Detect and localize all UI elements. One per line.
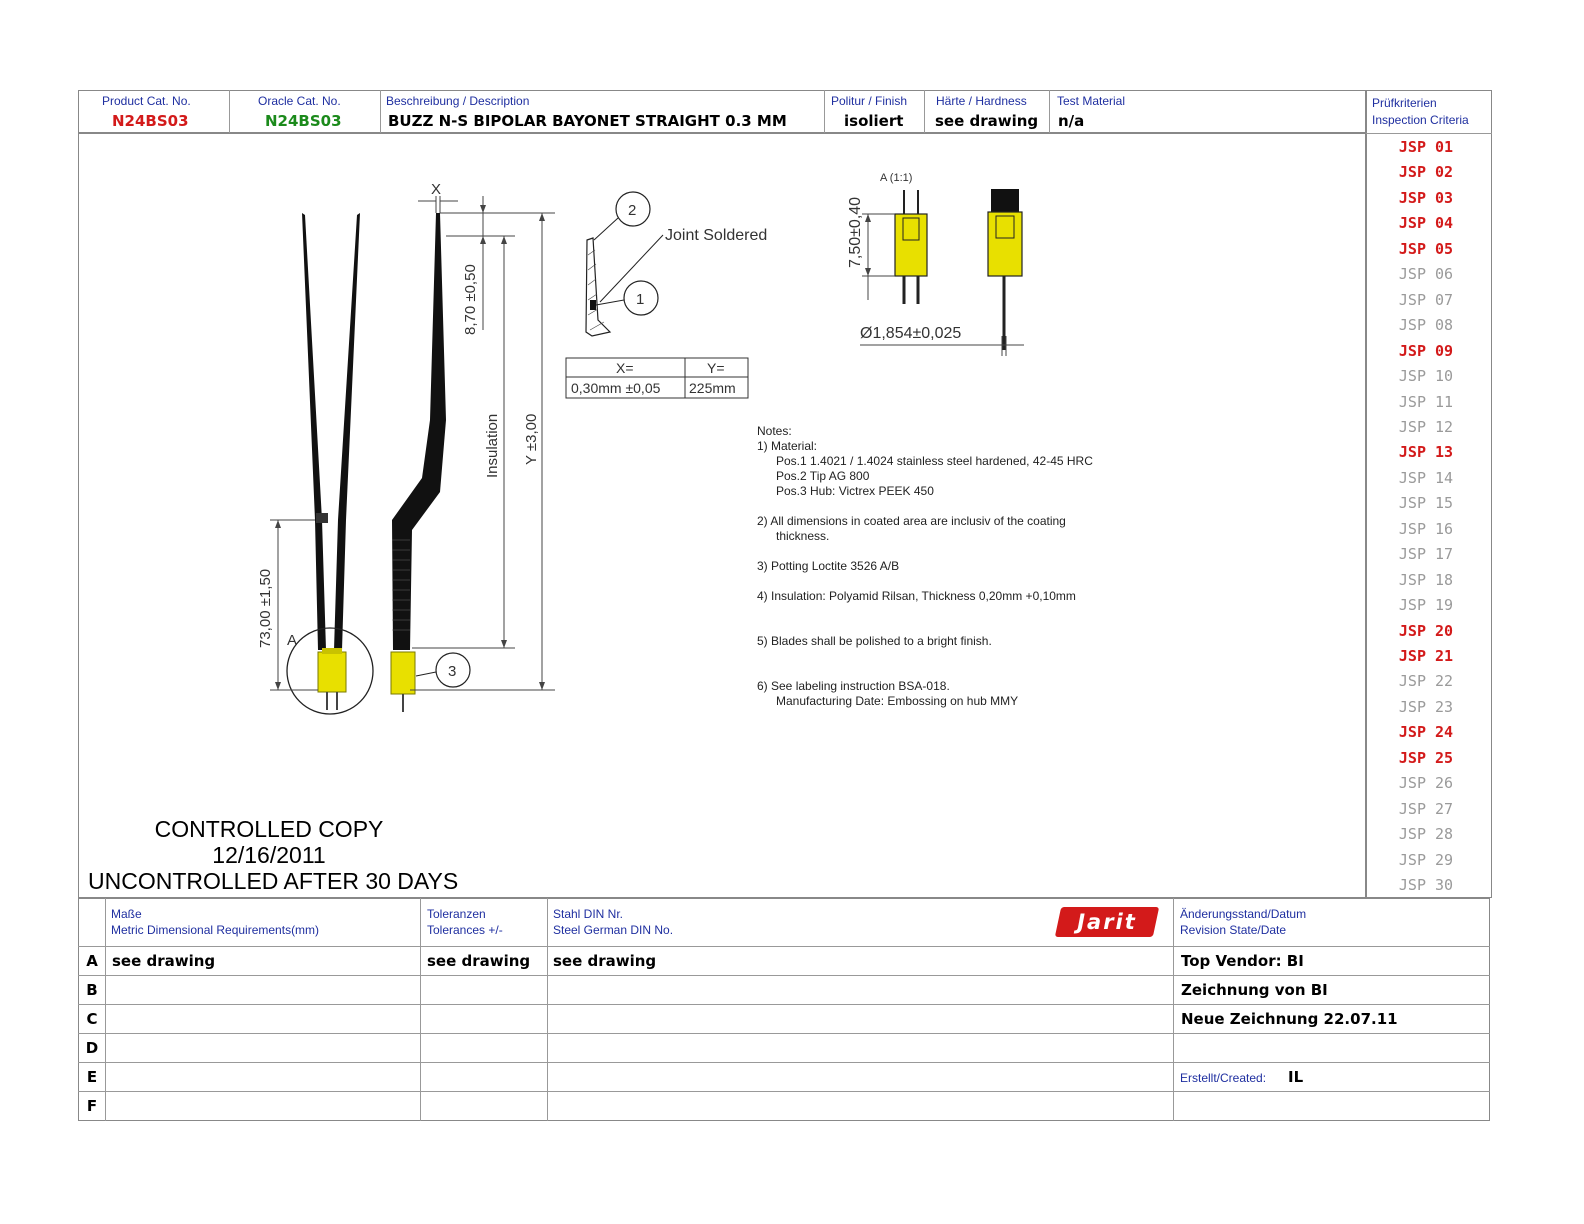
inspection-criterion: JSP 23 bbox=[1398, 697, 1454, 716]
jarit-logo-text: Jarit bbox=[1077, 910, 1137, 934]
description-value: BUZZ N-S BIPOLAR BAYONET STRAIGHT 0.3 MM bbox=[388, 112, 787, 130]
test-material-label: Test Material bbox=[1057, 94, 1126, 108]
hardness-label: Härte / Hardness bbox=[936, 94, 1027, 108]
revision-label-en: Revision State/Date bbox=[1180, 923, 1287, 937]
criteria-label-de: Prüfkriterien bbox=[1372, 96, 1437, 110]
inspection-criterion: JSP 14 bbox=[1398, 468, 1454, 487]
row-rev-value: Top Vendor: BI bbox=[1181, 952, 1304, 970]
row-divider bbox=[78, 975, 1490, 976]
note-line: Pos.1 1.4021 / 1.4024 stainless steel hardened, 42-45 HRC bbox=[776, 454, 1093, 468]
xy-table-x-val: 0,30mm ±0,05 bbox=[571, 380, 661, 396]
callout-3-label: 3 bbox=[448, 663, 457, 680]
note-line: thickness. bbox=[776, 529, 830, 543]
oracle-cat-label: Oracle Cat. No. bbox=[258, 94, 341, 108]
note-line: 5) Blades shall be polished to a bright finish. bbox=[757, 634, 992, 648]
inspection-criterion: JSP 12 bbox=[1398, 417, 1454, 436]
inspection-criterion: JSP 09 bbox=[1398, 341, 1454, 360]
note-line: Pos.3 Hub: Victrex PEEK 450 bbox=[776, 484, 934, 498]
revision-label-de: Änderungsstand/Datum bbox=[1180, 907, 1307, 921]
row-letter: D bbox=[85, 1039, 99, 1057]
tip-detail bbox=[586, 192, 663, 336]
note-line: 4) Insulation: Polyamid Rilsan, Thickness 0,20mm +0,10mm bbox=[757, 589, 1076, 603]
detail-a-label: A bbox=[287, 632, 298, 649]
dim-870: 8,70 ±0,50 bbox=[462, 264, 479, 335]
finish-value: isoliert bbox=[844, 112, 904, 130]
inspection-criterion: JSP 20 bbox=[1398, 621, 1454, 640]
row-tol-value: see drawing bbox=[427, 952, 531, 970]
row-divider bbox=[78, 1004, 1490, 1005]
row-letter: F bbox=[86, 1097, 98, 1115]
inspection-criterion: JSP 21 bbox=[1398, 647, 1454, 665]
row-rev-value: Neue Zeichnung 22.07.11 bbox=[1181, 1010, 1398, 1028]
test-material-value: n/a bbox=[1058, 112, 1085, 130]
inspection-criterion: JSP 26 bbox=[1398, 774, 1454, 793]
inspection-criterion: JSP 11 bbox=[1398, 392, 1454, 411]
row-divider bbox=[78, 1062, 1490, 1063]
criteria-label-en: Inspection Criteria bbox=[1372, 113, 1469, 127]
inspection-criterion: JSP 08 bbox=[1398, 316, 1454, 335]
inspection-criterion: JSP 03 bbox=[1398, 188, 1454, 207]
inspection-criterion: JSP 17 bbox=[1398, 545, 1454, 564]
inspection-criterion: JSP 29 bbox=[1398, 850, 1454, 869]
inspection-criterion: JSP 04 bbox=[1398, 214, 1454, 233]
inspection-criterion: JSP 07 bbox=[1398, 290, 1454, 309]
callout-1-label: 1 bbox=[636, 291, 645, 308]
dim-1854: Ø1,854±0,025 bbox=[860, 325, 962, 342]
xy-table-y-val: 225mm bbox=[689, 380, 736, 396]
row-letter: C bbox=[86, 1010, 98, 1028]
col-divider bbox=[547, 898, 548, 1121]
inspection-criterion: JSP 28 bbox=[1398, 825, 1454, 844]
steel-label-de: Stahl DIN Nr. bbox=[553, 907, 624, 921]
inspection-criterion: JSP 27 bbox=[1398, 799, 1454, 818]
controlled-copy-line1: CONTROLLED COPY bbox=[154, 816, 384, 842]
hardness-value: see drawing bbox=[935, 112, 1039, 130]
note-line: 6) See labeling instruction BSA-018. bbox=[757, 679, 950, 693]
row-divider bbox=[78, 1091, 1490, 1092]
created-value: IL bbox=[1288, 1068, 1304, 1086]
inspection-criterion: JSP 25 bbox=[1398, 748, 1454, 767]
note-line: Pos.2 Tip AG 800 bbox=[776, 469, 870, 483]
inspection-criterion: JSP 18 bbox=[1398, 570, 1454, 589]
tolerances-label-de: Toleranzen bbox=[427, 907, 486, 921]
note-line: 3) Potting Loctite 3526 A/B bbox=[757, 559, 900, 573]
inspection-criterion: JSP 01 bbox=[1398, 138, 1454, 156]
controlled-copy-line3: UNCONTROLLED AFTER 30 DAYS bbox=[88, 868, 459, 894]
inspection-criterion: JSP 15 bbox=[1398, 494, 1454, 513]
note-line: Notes: bbox=[757, 424, 792, 438]
detail-a-title: A (1:1) bbox=[880, 172, 913, 184]
controlled-copy-date: 12/16/2011 bbox=[212, 842, 326, 868]
dim-x-label: X bbox=[431, 181, 442, 198]
row-steel-value: see drawing bbox=[553, 952, 657, 970]
created-label: Erstellt/Created: bbox=[1180, 1071, 1267, 1085]
product-cat-label: Product Cat. No. bbox=[102, 94, 191, 108]
bottom-header-divider bbox=[78, 946, 1490, 947]
dim-y: Y ±3,00 bbox=[523, 413, 540, 465]
note-line: 1) Material: bbox=[757, 439, 818, 453]
notes-block bbox=[757, 424, 1093, 708]
row-letter: A bbox=[86, 952, 98, 970]
dim-insulation: Insulation bbox=[484, 413, 501, 478]
product-cat-value: N24BS03 bbox=[112, 112, 189, 130]
inspection-criterion: JSP 16 bbox=[1398, 519, 1454, 538]
row-letter: B bbox=[86, 981, 98, 999]
masse-label-en: Metric Dimensional Requirements(mm) bbox=[111, 923, 320, 937]
inspection-criterion: JSP 22 bbox=[1398, 672, 1454, 691]
row-rev-value: Zeichnung von BI bbox=[1181, 981, 1328, 999]
description-label: Beschreibung / Description bbox=[386, 94, 530, 108]
dim-7300: 73,00 ±1,50 bbox=[257, 568, 274, 648]
xy-table-x-head: X= bbox=[616, 360, 634, 376]
inspection-criterion: JSP 02 bbox=[1398, 163, 1454, 182]
oracle-cat-value: N24BS03 bbox=[265, 112, 342, 130]
inspection-criterion: JSP 30 bbox=[1398, 876, 1454, 895]
joint-soldered-label: Joint Soldered bbox=[665, 227, 768, 244]
callout-2-label: 2 bbox=[628, 202, 637, 219]
steel-label-en: Steel German DIN No. bbox=[553, 923, 674, 937]
note-line: Manufacturing Date: Embossing on hub MMY bbox=[776, 694, 1019, 708]
dim-750: 7,50±0,40 bbox=[847, 196, 864, 268]
inspection-criterion: JSP 19 bbox=[1398, 596, 1454, 615]
inspection-criterion: JSP 13 bbox=[1398, 443, 1454, 462]
forceps-front-view bbox=[270, 213, 373, 714]
inspection-criterion: JSP 06 bbox=[1398, 265, 1454, 284]
col-divider bbox=[420, 898, 421, 1121]
masse-label-de: Maße bbox=[111, 907, 142, 921]
note-line: 2) All dimensions in coated area are inclusiv of the coating bbox=[757, 514, 1066, 528]
inspection-criterion: JSP 10 bbox=[1398, 367, 1454, 386]
tolerances-label-en: Tolerances +/- bbox=[427, 923, 503, 937]
inspection-criterion: JSP 24 bbox=[1398, 723, 1454, 742]
col-divider bbox=[1173, 898, 1174, 1121]
inspection-criterion: JSP 05 bbox=[1398, 239, 1454, 258]
row-letter: E bbox=[86, 1068, 98, 1086]
xy-table-y-head: Y= bbox=[707, 360, 725, 376]
finish-label: Politur / Finish bbox=[831, 94, 908, 108]
row-dim-value: see drawing bbox=[112, 952, 216, 970]
row-divider bbox=[78, 1033, 1490, 1034]
